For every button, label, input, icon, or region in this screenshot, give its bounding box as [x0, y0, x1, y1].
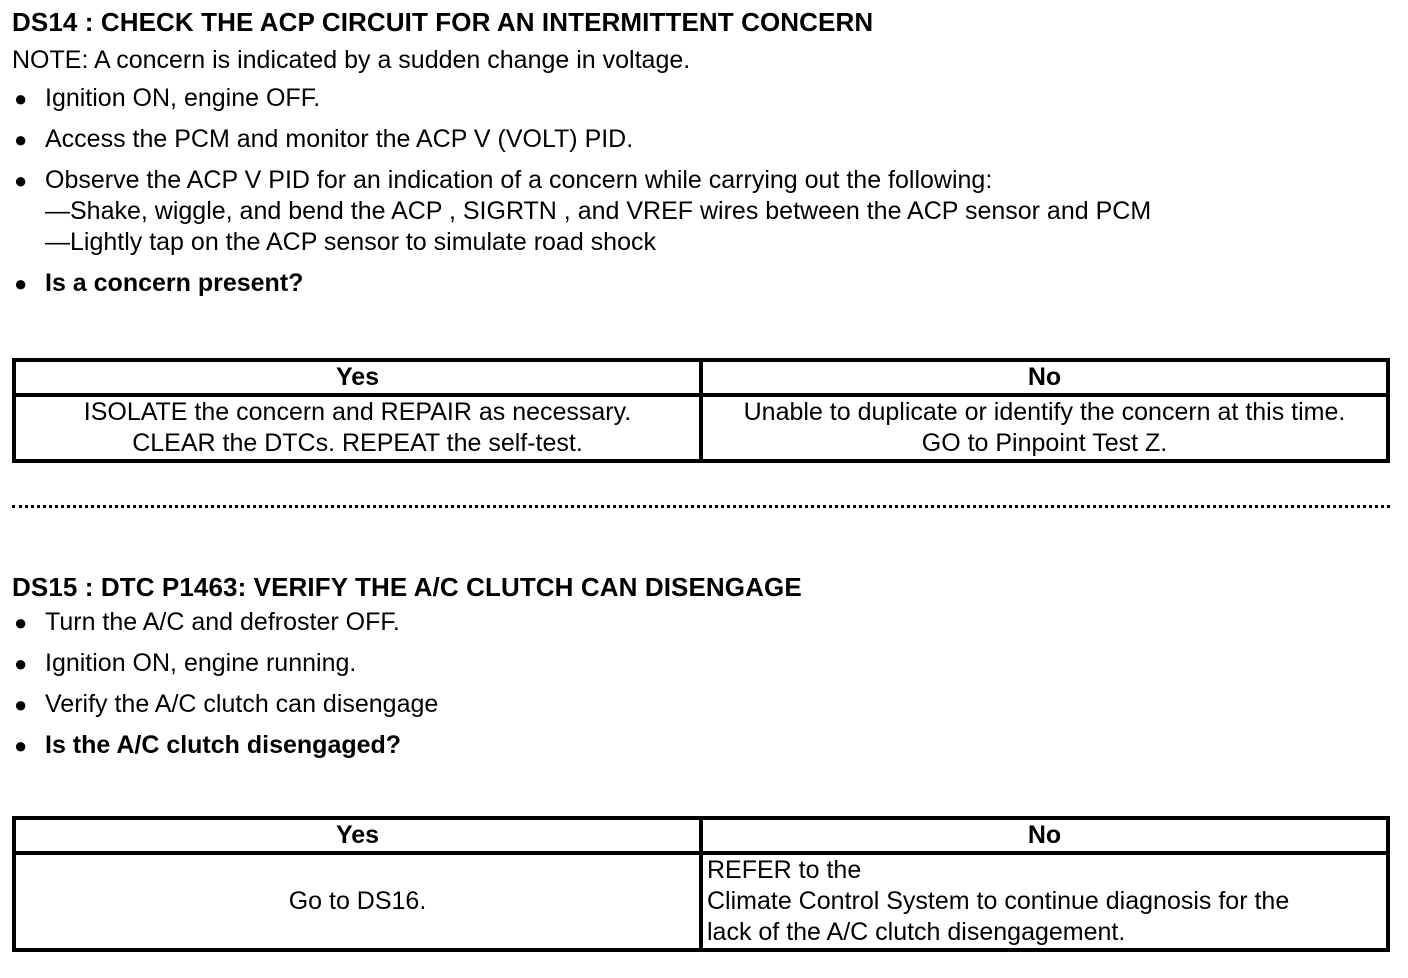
cell-line: REFER to the [707, 856, 862, 884]
no-header: No [701, 360, 1388, 395]
ds14-step-list [12, 83, 1392, 299]
step-text: Ignition ON, engine running. [45, 649, 357, 677]
cell-line: Climate Control System to continue diagnosis for the [707, 887, 1290, 915]
cell-line: GO to Pinpoint Test Z. [921, 429, 1168, 457]
list-item [12, 730, 1392, 761]
ds14-result-table [12, 358, 1390, 463]
yes-cell: Go to DS16. [14, 853, 701, 950]
no-cell [701, 853, 1388, 950]
yes-cell [14, 395, 701, 461]
step-text: Observe the ACP V PID for an indication of a concern while carrying out the following: [45, 166, 993, 194]
step-text: Ignition ON, engine OFF. [45, 84, 321, 112]
list-item [12, 607, 1392, 638]
section-divider [12, 505, 1390, 508]
step-text: Verify the A/C clutch can disengage [45, 690, 439, 718]
bullet-icon: ● [14, 610, 28, 635]
bullet-icon: ● [14, 651, 28, 676]
bullet-icon: ● [14, 271, 28, 296]
no-cell [701, 395, 1388, 461]
step-text: Access the PCM and monitor the ACP V (VOLT) PID. [45, 125, 634, 153]
list-item [12, 689, 1392, 720]
ds15-section [12, 569, 1392, 946]
table-row [14, 818, 1388, 853]
table-row [14, 395, 1388, 461]
cell-line: ISOLATE the concern and REPAIR as necessary. [83, 398, 632, 426]
bullet-icon: ● [14, 692, 28, 717]
question-text: Is a concern present? [45, 269, 304, 297]
yes-header: Yes [14, 360, 701, 395]
ds14-title: DS14 : CHECK THE ACP CIRCUIT FOR AN INTERMITTENT CONCERN [12, 7, 874, 37]
no-header: No [701, 818, 1388, 853]
bullet-icon: ● [14, 733, 28, 758]
bullet-icon: ● [14, 168, 28, 193]
cell-line: Unable to duplicate or identify the concern at this time. [743, 398, 1346, 426]
list-item [12, 268, 1392, 299]
table-row [14, 360, 1388, 395]
substep-text: —Shake, wiggle, and bend the ACP , SIGRTN , and VREF wires between the ACP sensor and PCM [45, 197, 1152, 225]
list-item [12, 165, 1392, 258]
ds14-section [12, 4, 1392, 457]
question-text: Is the A/C clutch disengaged? [45, 731, 402, 759]
list-item [12, 124, 1392, 155]
list-item [12, 648, 1392, 679]
cell-line: lack of the A/C clutch disengagement. [707, 918, 1126, 946]
ds15-title: DS15 : DTC P1463: VERIFY THE A/C CLUTCH CAN DISENGAGE [12, 572, 802, 602]
substep-text: —Lightly tap on the ACP sensor to simulate road shock [45, 228, 656, 256]
bullet-icon: ● [14, 86, 28, 111]
ds15-step-list [12, 607, 1392, 761]
step-text: Turn the A/C and defroster OFF. [45, 608, 400, 636]
cell-line: CLEAR the DTCs. REPEAT the self-test. [132, 429, 583, 457]
ds14-note: NOTE: A concern is indicated by a sudden change in voltage. [12, 46, 691, 74]
yes-header: Yes [14, 818, 701, 853]
ds15-result-table [12, 816, 1390, 952]
table-row [14, 853, 1388, 950]
bullet-icon: ● [14, 127, 28, 152]
list-item [12, 83, 1392, 114]
